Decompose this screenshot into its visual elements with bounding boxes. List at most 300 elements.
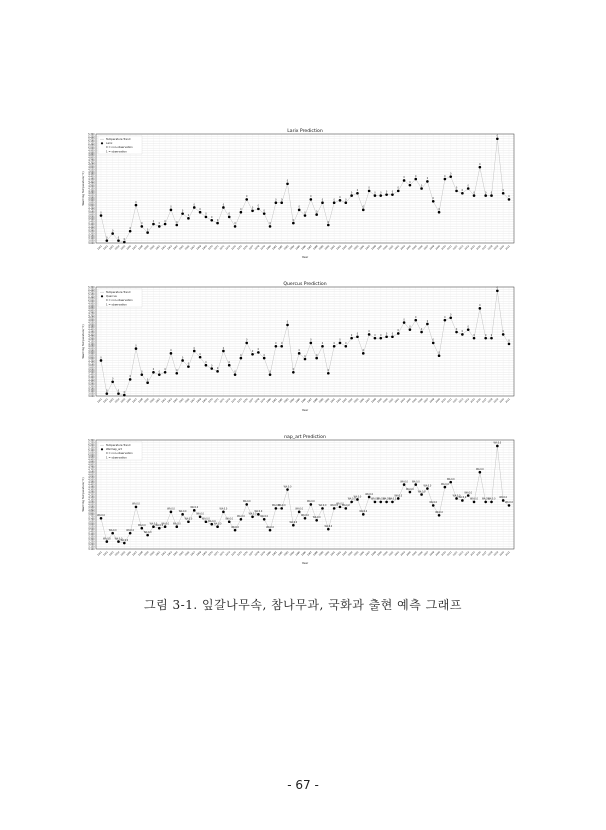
data-point [333,198,336,204]
data-point [432,342,435,345]
x-tick-label: 1962 [160,550,167,557]
x-tick-label: 2005 [411,244,418,251]
point-label: 0 [222,203,225,207]
legend-label: Warmap_art [106,448,122,452]
x-tick-label: 1982 [277,244,284,251]
y-tick-label: 4.450 [88,326,95,330]
y-tick-label: 4.200 [88,185,95,189]
x-tick-label: 1952 [102,550,109,557]
point-label: WA:0.0 [155,523,164,527]
point-label: WA:0.0 [242,500,251,504]
x-tick-label: 2001 [388,550,395,557]
y-tick-label: 4.250 [88,182,95,186]
point-label: 0 [129,375,131,379]
point-label: 0 [444,315,446,319]
data-point [321,507,324,510]
point-label: 0 [199,352,201,356]
data-point [502,499,505,502]
point-label: 0 [146,228,149,232]
point-label: 0 [216,367,219,371]
x-tick-label: 1961 [155,244,162,251]
y-tick-label: 3.100 [88,237,95,241]
x-tick-label: 1985 [294,244,302,251]
point-label: WA:0.0 [283,485,292,489]
data-point [426,180,429,183]
data-point [420,493,423,496]
x-tick-label: 1970 [207,397,214,404]
point-label: 0 [234,370,236,374]
x-tick-label: 2007 [423,397,430,404]
point-label: 0 [368,330,370,334]
point-label: 0 [135,344,137,348]
x-tick-label: 1992 [335,244,342,251]
legend-label: Temperature Trend [106,291,131,294]
point-label: WA:0.0 [475,468,484,472]
data-point [205,520,208,523]
y-tick-label: 5.000 [88,453,95,457]
point-label: 0 [257,204,260,208]
data-point [473,337,476,340]
x-tick-label: 1956 [125,397,132,404]
point-label: 0 [380,333,382,337]
y-tick-label: 3.900 [88,199,95,203]
point-label: 0 [508,339,510,343]
data-point [170,209,173,212]
y-tick-label: 4.400 [88,483,95,487]
data-point [286,179,289,185]
y-tick-label: 3.000 [88,241,95,245]
data-point [496,445,499,448]
data-point [508,198,511,201]
legend-label: 1 = observation [106,456,127,460]
x-tick-label: 1991 [329,550,336,557]
data-point [391,501,394,504]
x-tick-label: 1957 [131,244,138,251]
data-point [100,214,103,217]
data-point [467,494,470,497]
y-axis-label: Warming Temperature(°C) [82,324,85,359]
x-tick-label: 1965 [178,550,185,557]
y-tick-label: 4.800 [88,309,95,313]
point-label: WA:0.0 [330,504,339,508]
point-label: 0 [170,205,172,209]
x-tick-label: 1960 [149,550,156,557]
y-tick-label: 3.500 [88,218,95,222]
x-tick-label: 1993 [341,244,348,251]
point-label: WA:0.0 [365,492,373,496]
point-label: 0 [164,219,166,223]
y-tick-label: 4.100 [88,498,95,502]
x-tick-label: 2020 [498,244,506,251]
point-label: 0 [502,330,504,334]
x-tick-label: 1986 [300,244,307,251]
data-point [455,497,458,500]
y-tick-label: 4.650 [88,163,95,167]
data-point [135,506,138,509]
data-point [257,351,260,354]
point-label: 0 [327,220,330,224]
data-point [175,224,178,227]
data-point [292,524,295,527]
point-label: 0 [315,353,318,357]
y-tick-label: 4.200 [88,493,95,497]
x-tick-label: 1996 [359,397,366,404]
point-label: 0 [251,206,254,210]
x-tick-label: 1967 [190,244,197,251]
data-point [187,217,190,220]
x-tick-label: 2019 [493,244,500,251]
data-point [111,377,114,383]
point-label: 0 [263,209,265,213]
point-label: WA:0.0 [266,525,274,529]
x-tick-label: 1984 [289,550,296,557]
data-point [356,192,359,195]
data-point [385,332,388,338]
point-label: 0 [176,369,178,373]
x-tick-label: 1956 [125,244,132,251]
y-tick-label: 3.750 [88,515,95,519]
y-tick-label: 3.150 [88,545,95,549]
legend-label: 0 = non-observation [106,146,133,150]
point-label: 0 [385,332,388,336]
data-point [216,370,219,373]
point-label: WA:0.0 [499,496,508,500]
y-tick-label: 5.250 [88,441,95,445]
data-point [356,332,359,338]
data-point [315,519,318,522]
point-label: 0 [181,356,184,360]
point-label: 0 [257,348,260,352]
y-tick-label: 4.500 [88,323,95,327]
y-tick-label: 3.350 [88,535,95,539]
x-tick-label: 1999 [376,397,383,404]
data-point [490,194,493,197]
y-tick-label: 3.750 [88,206,95,210]
point-label: WA:0.0 [505,501,513,505]
y-tick-label: 3.550 [88,215,95,219]
data-point [438,351,441,357]
data-point [484,501,487,504]
x-tick-label: 1989 [318,550,325,557]
x-tick-label: 2008 [428,244,436,251]
y-tick-label: 5.100 [88,295,95,299]
data-point [210,367,213,370]
x-tick-label: 1987 [306,397,313,404]
y-tick-label: 4.700 [88,468,95,472]
data-point [490,501,493,504]
point-label: WA:0.0 [429,501,438,505]
data-point [251,206,254,212]
y-tick-label: 4.950 [88,302,95,306]
point-label: WA:0.0 [347,497,356,501]
data-point [397,332,400,335]
data-point [368,333,371,336]
data-point [106,239,109,242]
point-label: 0 [100,356,102,360]
point-label: WA:0.0 [202,517,210,521]
point-label: 0 [380,191,382,195]
data-point [245,342,248,345]
point-label: 0 [211,364,213,368]
x-tick-label: 1962 [160,244,167,251]
data-point [275,345,278,348]
data-point [374,194,377,197]
data-point [409,491,412,494]
data-point [228,520,231,523]
data-point [146,378,149,384]
point-label: WA:0.0 [237,515,245,519]
point-label: 0 [345,198,347,202]
y-tick-label: 4.650 [88,471,95,475]
y-tick-label: 3.250 [88,383,95,387]
point-label: WA:0.0 [487,497,496,501]
x-tick-label: 1958 [137,550,144,557]
x-tick-label: 2012 [452,397,459,404]
point-label: 0 [496,134,499,138]
data-point [484,194,487,197]
y-tick-label: 3.700 [88,361,95,365]
x-tick-label: 1984 [289,244,296,251]
point-label: 0 [205,360,207,364]
data-point [496,286,499,292]
x-tick-label: 1958 [137,397,144,404]
y-tick-label: 5.150 [88,293,95,297]
data-point [350,194,353,197]
y-tick-label: 4.300 [88,488,95,492]
y-tick-label: 3.150 [88,387,95,391]
x-tick-label: 1975 [236,244,243,251]
y-tick-label: 5.300 [88,438,95,442]
point-label: 0 [234,222,236,226]
x-tick-label: 1980 [265,550,272,557]
point-label: WA:0.0 [336,502,344,506]
point-label: 0 [432,338,434,342]
data-point [356,498,359,501]
data-point [339,199,342,202]
y-tick-label: 4.550 [88,321,95,325]
point-label: WA:0.0 [178,510,187,514]
data-point [374,337,377,340]
legend-label: 1 = observation [106,303,127,307]
y-tick-label: 5.150 [88,446,95,450]
y-tick-label: 5.200 [88,290,95,294]
data-point [164,223,167,226]
point-label: 0 [181,209,184,213]
y-tick-label: 5.150 [88,140,95,144]
y-tick-label: 3.600 [88,366,95,370]
point-label: 0 [275,342,277,346]
x-tick-label: 1989 [318,397,325,404]
y-tick-label: 5.250 [88,288,95,292]
data-point [199,356,202,359]
data-point [205,216,208,219]
y-tick-label: 3.300 [88,380,95,384]
x-tick-label: 1988 [312,244,319,251]
y-tick-label: 3.450 [88,373,95,377]
data-point [269,225,272,228]
y-tick-label: 4.000 [88,347,95,351]
x-tick-label: 1958 [137,244,144,251]
point-label: WA:0.0 [324,524,333,528]
point-label: 0 [356,332,359,336]
point-label: 0 [164,368,166,372]
x-tick-label: 1998 [370,550,377,557]
data-point [467,328,470,331]
point-label: WA:0.0 [382,497,391,501]
y-axis-label: Warming Temperature(°C) [82,477,85,512]
data-point [461,333,464,336]
y-tick-label: 4.050 [88,500,95,504]
point-label: WA:0.0 [190,506,199,510]
x-tick-label: 2003 [399,397,406,404]
data-point [216,222,219,225]
y-tick-label: 3.250 [88,540,95,544]
y-tick-label: 4.400 [88,328,95,332]
data-point [374,501,377,504]
data-point [315,357,318,360]
y-tick-label: 3.200 [88,385,95,389]
point-label: 0 [420,184,423,188]
x-tick-label: 1962 [160,397,167,404]
y-tick-label: 3.650 [88,211,95,215]
y-tick-label: 4.950 [88,149,95,153]
data-point [269,529,272,532]
point-label: 0 [496,286,499,290]
y-tick-label: 3.050 [88,392,95,396]
point-label: 0 [123,237,126,241]
x-tick-label: 2016 [475,244,482,251]
y-tick-label: 4.350 [88,330,95,334]
x-tick-label: 1952 [102,244,109,251]
data-point [449,175,452,178]
legend-label: Temperature Trend [106,444,131,447]
y-tick-label: 4.300 [88,180,95,184]
point-label: 0 [484,191,487,195]
data-point [414,178,417,181]
x-tick-label: 2006 [417,244,424,251]
x-tick-label: 1955 [120,550,127,557]
x-tick-label: 1976 [242,550,249,557]
grid [96,440,514,549]
legend-point-swatch [101,142,103,144]
point-label: WA:0.0 [423,484,432,488]
y-tick-label: 3.000 [88,394,95,398]
legend-label: Quercus [106,295,117,299]
x-tick-label: 2020 [498,397,506,404]
data-point [100,359,103,362]
data-point [444,319,447,322]
x-tick-label: 1970 [207,244,214,251]
x-tick-label: 2011 [446,397,453,404]
point-label: WA:0.0 [394,494,403,498]
point-label: 0 [193,203,195,207]
data-point [490,337,493,340]
y-tick-label: 3.650 [88,364,95,368]
x-tick-label: 1977 [248,397,255,404]
data-point [181,513,184,516]
data-points [97,442,513,545]
x-tick-label: 1966 [184,244,191,251]
x-tick-label: 2008 [428,550,436,557]
y-tick-label: 5.200 [88,137,95,141]
x-tick-label: 1954 [114,550,121,557]
data-point [141,373,144,376]
data-point [100,517,103,520]
x-tick-label: 2010 [440,244,447,251]
point-label: 0 [269,222,271,226]
x-tick-label: 2009 [434,397,441,404]
x-tick-label: 1973 [224,397,232,404]
x-tick-label: 1963 [166,397,173,404]
x-tick-label: 1991 [329,244,336,251]
x-tick-label: 2014 [463,244,471,251]
y-tick-label: 4.950 [88,456,95,460]
point-label: WA:0.0 [254,510,263,514]
x-tick-label: 1953 [108,397,115,404]
x-tick-label: 2012 [452,244,459,251]
data-point [164,371,167,374]
point-label: 0 [280,342,283,346]
point-label: WA:0.0 [446,477,455,481]
data-point [502,333,505,336]
x-tick-label: 2003 [399,550,406,557]
y-tick-label: 4.150 [88,340,95,344]
x-tick-label: 2007 [423,550,430,557]
x-tick-label: 1996 [359,244,366,251]
x-tick-label: 1995 [353,397,360,404]
data-point [310,198,313,201]
data-point [321,198,324,204]
x-tick-label: 1982 [277,397,284,404]
x-tick-label: 2000 [382,550,389,557]
data-point [455,331,458,334]
point-label: WA:0.0 [318,504,327,508]
y-tick-label: 4.850 [88,154,95,158]
data-point [263,518,266,521]
point-label: 0 [158,222,160,226]
point-label: WA:0.0 [359,510,368,514]
data-point [158,527,161,530]
point-label: 0 [152,219,155,223]
data-point [216,525,219,528]
y-tick-label: 4.800 [88,463,95,467]
point-label: 0 [426,177,429,181]
data-point [251,515,254,518]
point-label: 0 [106,389,108,393]
y-tick-label: 3.950 [88,196,95,200]
x-tick-label: 2002 [394,244,401,251]
y-tick-label: 3.950 [88,505,95,509]
x-tick-label: 2014 [463,550,471,557]
x-tick-label: 1974 [230,244,237,251]
data-point [292,222,295,225]
point-label: WA:0.0 [114,537,123,541]
point-label: 0 [187,362,190,366]
x-tick-label: 1964 [172,244,179,251]
x-tick-label: 1959 [143,244,150,251]
point-label: 0 [508,195,510,199]
data-point [432,200,435,203]
x-tick-label: 2015 [469,244,476,251]
y-tick-label: 3.800 [88,513,95,517]
x-tick-label: 1955 [120,244,127,251]
point-label: 0 [409,325,411,329]
y-tick-label: 3.800 [88,203,95,207]
data-point [496,134,499,140]
x-tick-label: 1969 [201,244,208,251]
x-tick-label: 1953 [108,550,115,557]
x-tick-label: 1975 [236,550,243,557]
